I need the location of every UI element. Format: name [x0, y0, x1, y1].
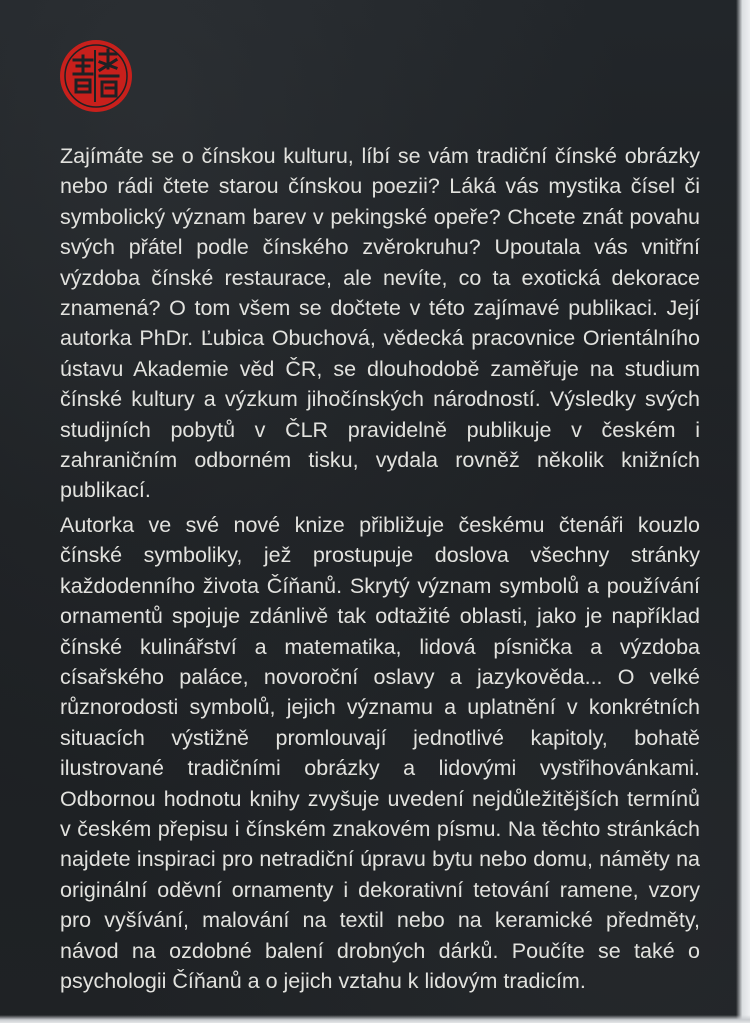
- chinese-seal-icon: [58, 38, 134, 114]
- page-edge-right: [736, 0, 750, 1023]
- blurb-paragraph-2: Autorka ve své nové knize přibližuje českému čtenáři kouzlo čínské symboliky, jež prostupuje doslova všechny stránky každodenního života Číňanů. Skrytý význam symbolů a používání ornamentů spojuje zdánlivě tak odtažité oblasti, jako je například čínské kulinářství a matematika, lidová písnička a výzdoba císařského paláce, novoroční oslavy a jazykověda... O velké různorodosti symbolů, jejich významu a uplatnění v konkrétních situacích výstižně promlouvají jednotlivé kapitoly, bohatě ilustrované tradičními obrázky a lidovými vystřihovánkami. Odbornou hodnotu knihy zvyšuje uvedení nejdůležitějších termínů v českém přepisu i čínském znakovém písmu. Na těchto stránkách najdete inspiraci pro netradiční úpravu bytu nebo domu, náměty na originální oděvní ornamenty i dekorativní tetování ramene, vzory pro vyšívání, malování na textil nebo na keramické předměty, návod na ozdobné balení drobných dárků. Poučíte se také o psychologii Číňanů a o jejich vztahu k lidovým tradicím.: [60, 513, 700, 994]
- blurb-paragraph-1: Zajímáte se o čínskou kulturu, líbí se vám tradiční čínské obrázky nebo rádi čtete starou čínskou poezii? Láká vás mystika čísel či symbolický význam barev v pekingské opeře? Chcete znát povahu svých přátel podle čínského zvěrokruhu? Upoutala vás vnitřní výzdoba čínské restaurace, ale nevíte, co ta exotická dekorace znamená? O tom všem se dočtete v této zajímavé publikaci. Její autorka PhDr. Ľubica Obuchová, vědecká pracovnice Orientálního ústavu Akademie věd ČR, se dlouhodobě zaměřuje na studium čínské kultury a výzkum jihočínských národností. Výsledky svých studijních pobytů v ČLR pravidelně publikuje v českém i zahraničním odborném tisku, vydala rovněž několik knižních publikací.: [60, 144, 700, 503]
- page-edge-bottom: [0, 1015, 750, 1023]
